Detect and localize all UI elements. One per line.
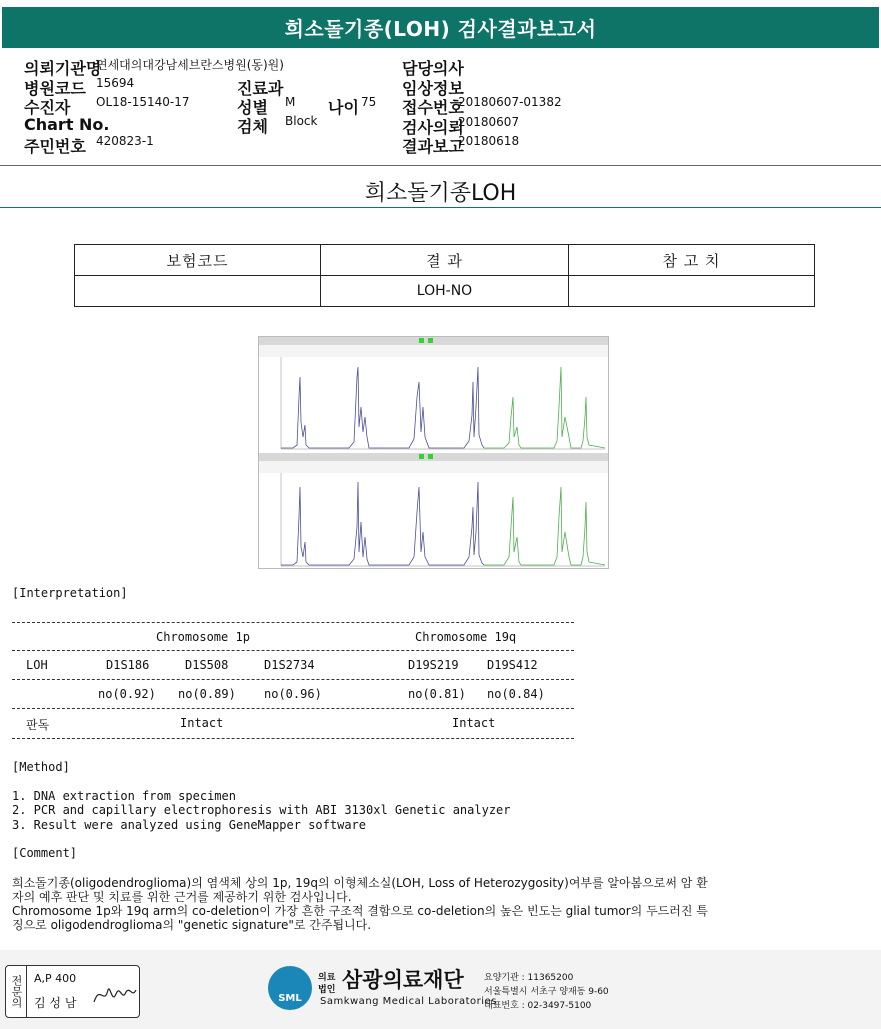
- comment-line-2: 자의 예후 판단 및 치료를 위한 근거를 제공하기 위한 검사입니다.: [12, 890, 352, 904]
- value-d1s186: no(0.92): [98, 687, 156, 701]
- specimen-value: Block: [285, 114, 318, 128]
- comment-line-4: 징으로 oligodendroglioma의 "genetic signature"로 간주됩니다.: [12, 918, 372, 932]
- comment-title: [Comment]: [12, 846, 78, 860]
- cell-insurance-code: [75, 276, 321, 307]
- age-value: 75: [361, 95, 377, 109]
- divider: [12, 650, 574, 651]
- hospital-code-label: 병원코드: [24, 79, 86, 98]
- value-d1s2734: no(0.96): [264, 687, 322, 701]
- sign-tag: 전문의: [6, 966, 27, 1017]
- header-reference: 참 고 치: [569, 245, 815, 276]
- dept-label: 진료과: [237, 79, 284, 98]
- value-d19s219: no(0.81): [408, 687, 466, 701]
- receipt-label: 접수번호: [402, 98, 464, 117]
- value-d19s412: no(0.84): [487, 687, 545, 701]
- judge-19q: Intact: [452, 716, 496, 730]
- marker-d1s508: D1S508: [185, 658, 229, 672]
- patient-value: OL18-15140-17: [96, 95, 190, 109]
- report-title: 희소돌기종(LOH) 검사결과보고서: [2, 7, 879, 48]
- divider: [12, 708, 574, 709]
- org-english-name: Samkwang Medical Laboratories: [320, 996, 497, 1007]
- patient-label: 수진자: [24, 98, 71, 117]
- specimen-label: 검체: [237, 117, 268, 136]
- comment-line-1: 희소돌기종(oligodendroglioma)의 염색체 상의 1p, 19q의 이형체소실(LOH, Loss of Heterozygosity)여부를 알아봄으로써 암 환: [12, 876, 708, 890]
- marker-d19s412: D19S412: [487, 658, 538, 672]
- patient-info: [0, 48, 881, 166]
- sex-label: 성별: [237, 98, 268, 117]
- chart-label: Chart No.: [24, 115, 110, 134]
- sml-logo-icon: SML: [268, 966, 312, 1010]
- report-label: 결과보고: [402, 137, 464, 156]
- signature-box: [5, 965, 140, 1018]
- clinical-label: 임상정보: [402, 79, 464, 98]
- section-title: 희소돌기종LOH: [0, 172, 881, 208]
- method-item-1: 1. DNA extraction from specimen: [12, 789, 236, 803]
- judge-1p: Intact: [180, 716, 224, 730]
- method-item-3: 3. Result were analyzed using GeneMapper software: [12, 818, 367, 832]
- cell-reference: [569, 276, 815, 307]
- judge-label: 판독: [26, 718, 50, 732]
- divider: [12, 622, 574, 623]
- marker-d1s186: D1S186: [106, 658, 150, 672]
- age-label: 나이: [328, 98, 359, 117]
- header-result: 결 과: [321, 245, 569, 276]
- org-name: 삼광의료재단: [342, 968, 464, 992]
- divider: [12, 738, 574, 739]
- resident-value: 420823-1: [96, 134, 154, 148]
- marker-d19s219: D19S219: [408, 658, 459, 672]
- signature-icon: [92, 980, 138, 1010]
- hospital-code-value: 15694: [96, 76, 135, 90]
- institution-label: 의뢰기관명: [24, 59, 102, 78]
- chr1p-header: Chromosome 1p: [156, 630, 250, 644]
- request-value: 20180607: [458, 115, 520, 129]
- method-title: [Method]: [12, 760, 70, 774]
- doctor-label: 담당의사: [402, 59, 464, 78]
- institution-value: 연세대의대강남세브란스병원(동)원): [96, 58, 284, 72]
- org-prefix-1: 의료: [318, 973, 336, 983]
- electropherogram-image: [258, 336, 609, 569]
- org-prefix-2: 법인: [318, 985, 336, 995]
- marker-d1s2734: D1S2734: [264, 658, 315, 672]
- interpretation-title: [Interpretation]: [12, 586, 128, 600]
- resident-label: 주민번호: [24, 137, 86, 156]
- institution-code: 요양기관 : 11365200: [484, 973, 574, 983]
- chr19q-header: Chromosome 19q: [415, 630, 517, 644]
- cell-result: LOH-NO: [321, 276, 569, 307]
- divider: [12, 679, 574, 680]
- result-table: [74, 244, 815, 307]
- report-value: 20180618: [458, 134, 520, 148]
- sign-code: A,P 400: [34, 972, 77, 985]
- value-d1s508: no(0.89): [178, 687, 236, 701]
- org-address: 서울특별시 서초구 양재동 9-60: [484, 987, 609, 997]
- loh-row-label: LOH: [26, 658, 48, 672]
- header-insurance-code: 보험코드: [75, 245, 321, 276]
- method-item-2: 2. PCR and capillary electrophoresis with ABI 3130xl Genetic analyzer: [12, 803, 511, 817]
- receipt-value: 20180607-01382: [458, 95, 562, 109]
- comment-line-3: Chromosome 1p와 19q arm의 co-deletion이 가장 흔한 구조적 결함으로 co-deletion의 높은 빈도는 glial tumor의 두드러진 특: [12, 904, 708, 918]
- org-phone: 대표번호 : 02-3497-5100: [484, 1001, 592, 1011]
- sex-value: M: [285, 95, 296, 109]
- sign-name: 김 성 남: [34, 996, 77, 1010]
- request-label: 검사의뢰: [402, 118, 464, 137]
